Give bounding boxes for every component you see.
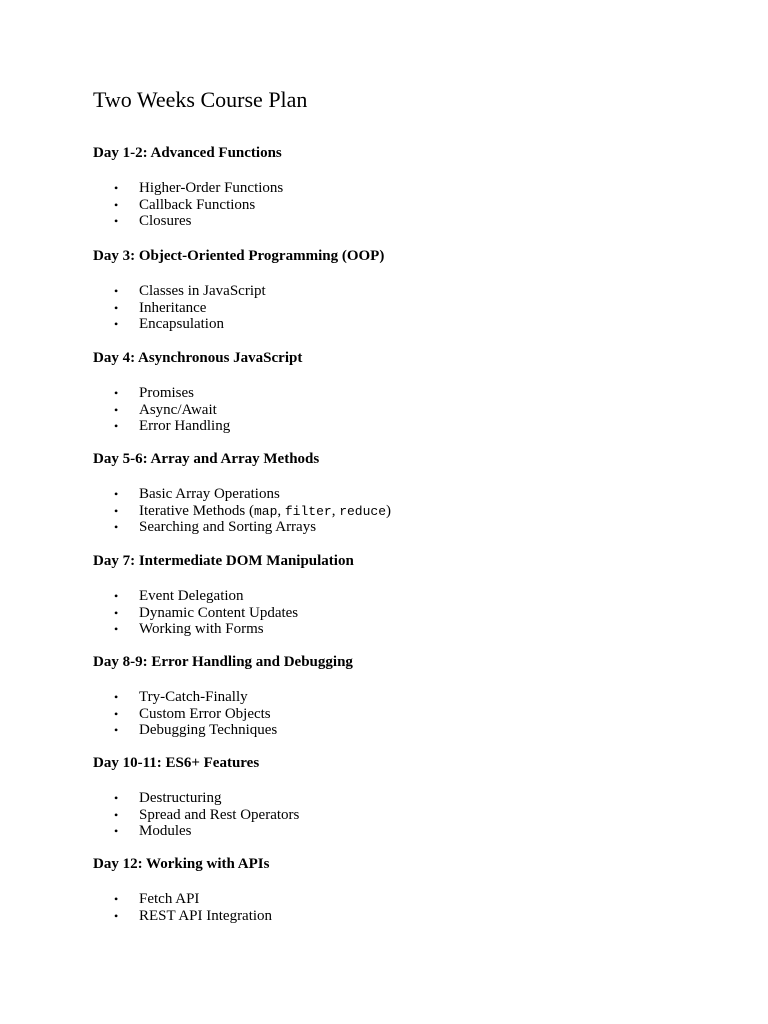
bullet-icon: • bbox=[114, 807, 119, 822]
list-item-text: Closures bbox=[139, 213, 192, 230]
list-item bbox=[93, 823, 713, 840]
list-item bbox=[93, 722, 713, 739]
list-item bbox=[93, 300, 713, 317]
list-item bbox=[93, 213, 713, 230]
topic-list bbox=[93, 689, 713, 739]
list-item bbox=[93, 807, 713, 824]
bullet-icon: • bbox=[114, 589, 119, 603]
list-item bbox=[93, 908, 713, 925]
bullet-icon: • bbox=[114, 690, 119, 704]
section-heading: Day 4: Asynchronous JavaScript bbox=[93, 350, 303, 366]
list-item-text: Async/Await bbox=[139, 401, 217, 418]
list-item-text-suffix: ) bbox=[386, 502, 391, 519]
section-heading: Day 5-6: Array and Array Methods bbox=[93, 451, 320, 467]
bullet-icon: • bbox=[114, 197, 119, 212]
topic-list bbox=[93, 486, 713, 536]
list-item bbox=[93, 588, 713, 605]
bullet-icon: • bbox=[114, 892, 119, 906]
topic-list bbox=[93, 180, 713, 230]
list-item-text: Error Handling bbox=[139, 418, 231, 435]
list-item-text: Event Delegation bbox=[139, 588, 244, 604]
bullet-icon: • bbox=[114, 908, 119, 923]
list-item bbox=[93, 418, 713, 435]
list-item-text: Callback Functions bbox=[139, 196, 256, 213]
list-item bbox=[93, 891, 713, 908]
section-day-10-11 bbox=[93, 754, 713, 840]
bullet-icon: • bbox=[114, 181, 119, 195]
list-item-text: Debugging Techniques bbox=[139, 722, 278, 739]
bullet-icon: • bbox=[114, 284, 119, 298]
section-day-7 bbox=[93, 552, 713, 638]
bullet-icon: • bbox=[114, 503, 119, 518]
section-heading: Day 3: Object-Oriented Programming (OOP) bbox=[93, 248, 385, 264]
section-day-8-9 bbox=[93, 653, 713, 739]
list-item-text: Modules bbox=[139, 823, 192, 840]
list-item bbox=[93, 197, 713, 214]
separator: , bbox=[331, 502, 340, 519]
code-reduce: reduce bbox=[339, 503, 386, 519]
list-item-text: Fetch API bbox=[139, 891, 200, 907]
bullet-icon: • bbox=[114, 402, 119, 417]
bullet-icon: • bbox=[114, 317, 119, 332]
topic-list bbox=[93, 385, 713, 435]
list-item-text bbox=[139, 503, 391, 521]
topic-list bbox=[93, 588, 713, 638]
list-item-text: Basic Array Operations bbox=[139, 486, 280, 502]
list-item bbox=[93, 402, 713, 419]
section-day-4 bbox=[93, 349, 713, 435]
list-item-text: Inheritance bbox=[139, 299, 207, 316]
list-item-text: Classes in JavaScript bbox=[139, 283, 266, 299]
list-item bbox=[93, 283, 713, 300]
page-title: Two Weeks Course Plan bbox=[93, 87, 308, 112]
section-day-12 bbox=[93, 855, 713, 924]
bullet-icon: • bbox=[114, 487, 119, 501]
topic-list bbox=[93, 283, 713, 333]
separator: , bbox=[277, 502, 285, 519]
list-item bbox=[93, 503, 713, 520]
list-item bbox=[93, 486, 713, 503]
section-heading: Day 1-2: Advanced Functions bbox=[93, 145, 282, 161]
list-item-text: Dynamic Content Updates bbox=[139, 604, 299, 621]
list-item-text: Destructuring bbox=[139, 790, 222, 806]
list-item-text: Encapsulation bbox=[139, 316, 224, 333]
list-item bbox=[93, 385, 713, 402]
list-item bbox=[93, 605, 713, 622]
list-item bbox=[93, 180, 713, 197]
bullet-icon: • bbox=[114, 214, 119, 229]
list-item-text-prefix: Iterative Methods ( bbox=[139, 502, 254, 519]
list-item-text: Spread and Rest Operators bbox=[139, 806, 300, 823]
list-item-text: Working with Forms bbox=[139, 621, 264, 638]
bullet-icon: • bbox=[114, 386, 119, 400]
bullet-icon: • bbox=[114, 419, 119, 434]
code-map: map bbox=[253, 503, 278, 519]
list-item-text: Higher-Order Functions bbox=[139, 180, 284, 196]
code-filter: filter bbox=[284, 503, 332, 519]
topic-list bbox=[93, 891, 713, 924]
section-day-5-6 bbox=[93, 450, 713, 536]
bullet-icon: • bbox=[114, 300, 119, 315]
section-day-3 bbox=[93, 247, 713, 333]
bullet-icon: • bbox=[114, 791, 119, 805]
bullet-icon: • bbox=[114, 723, 119, 738]
bullet-icon: • bbox=[114, 520, 119, 535]
bullet-icon: • bbox=[114, 824, 119, 839]
section-heading: Day 12: Working with APIs bbox=[93, 856, 270, 872]
list-item-text: Try-Catch-Finally bbox=[139, 689, 248, 705]
topic-list bbox=[93, 790, 713, 840]
bullet-icon: • bbox=[114, 622, 119, 637]
list-item-text: Custom Error Objects bbox=[139, 705, 271, 722]
list-item bbox=[93, 706, 713, 723]
list-item bbox=[93, 621, 713, 638]
list-item-text: Promises bbox=[139, 385, 195, 401]
section-heading: Day 8-9: Error Handling and Debugging bbox=[93, 654, 353, 670]
bullet-icon: • bbox=[114, 706, 119, 721]
bullet-icon: • bbox=[114, 605, 119, 620]
list-item bbox=[93, 519, 713, 536]
section-day-1-2 bbox=[93, 144, 713, 230]
list-item bbox=[93, 790, 713, 807]
list-item-text: REST API Integration bbox=[139, 907, 273, 924]
section-heading: Day 7: Intermediate DOM Manipulation bbox=[93, 553, 354, 569]
list-item bbox=[93, 689, 713, 706]
section-heading: Day 10-11: ES6+ Features bbox=[93, 755, 260, 771]
list-item-text: Searching and Sorting Arrays bbox=[139, 519, 317, 536]
list-item bbox=[93, 316, 713, 333]
